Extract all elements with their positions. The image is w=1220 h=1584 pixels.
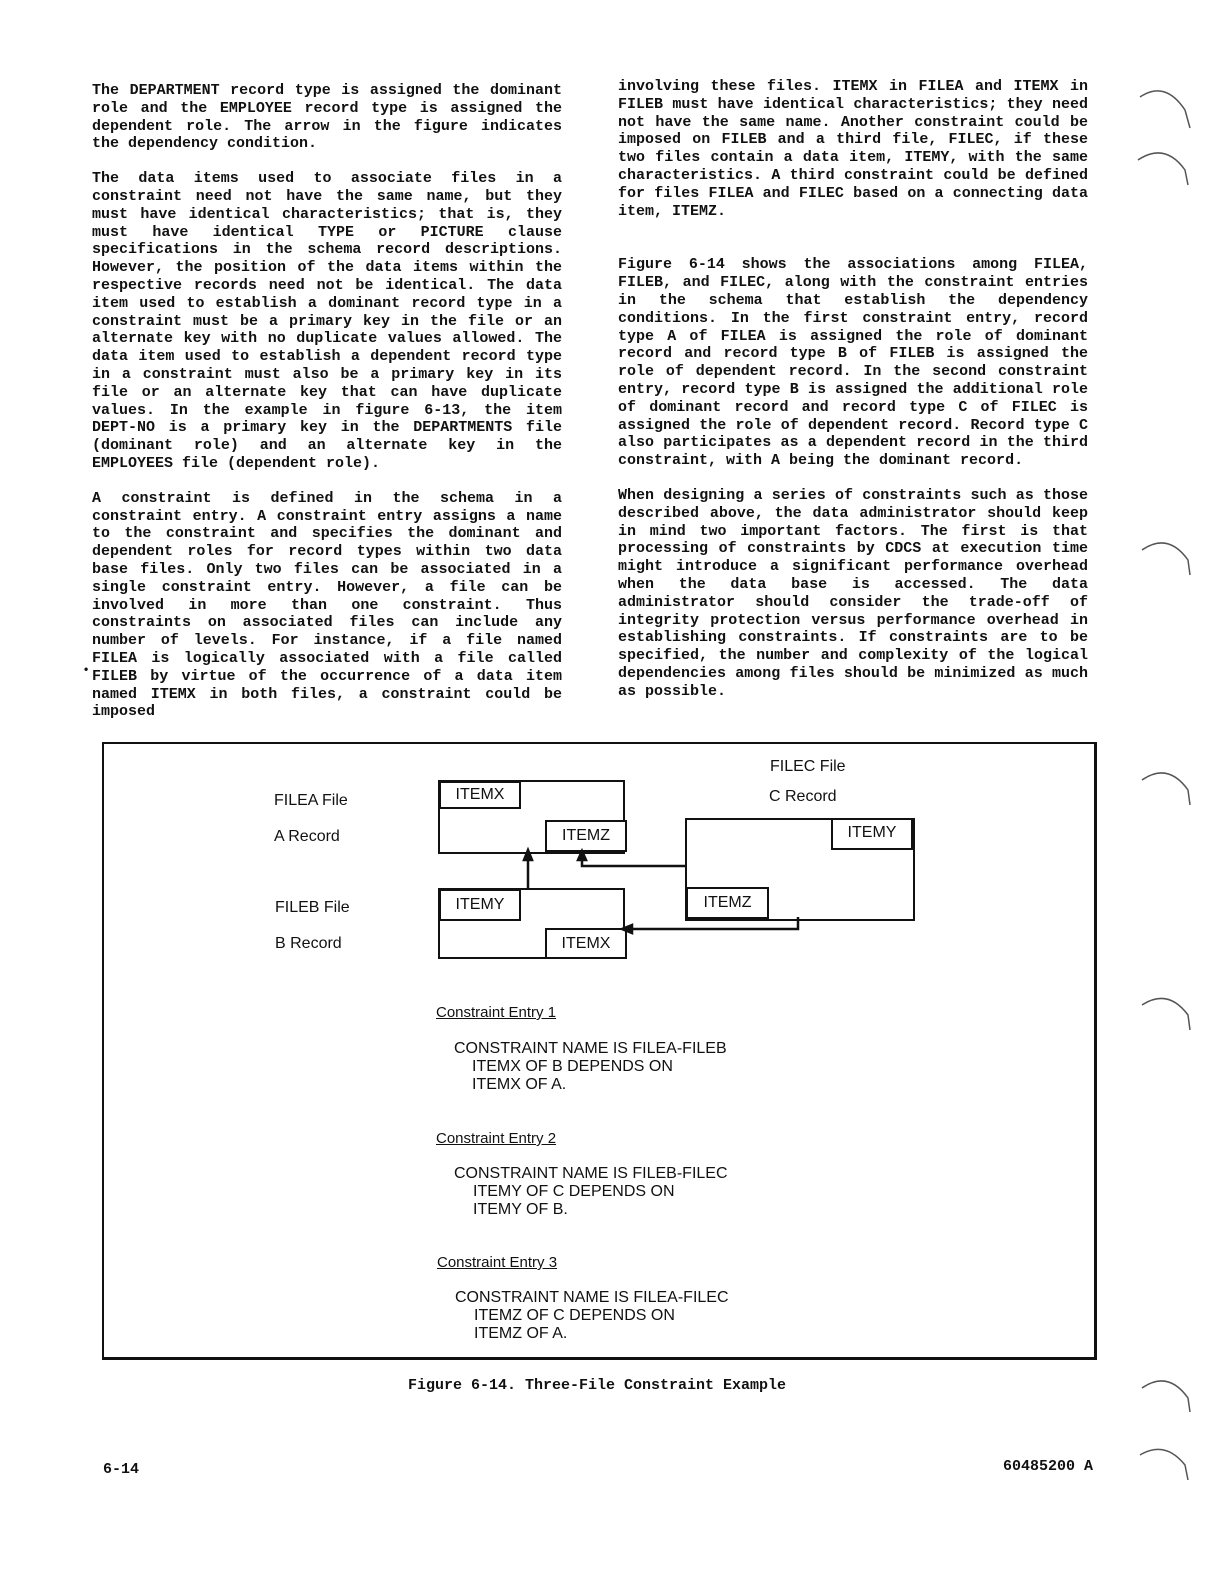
constraint-entry-2-title: Constraint Entry 2 [436,1130,557,1147]
arrow-b-to-c [623,917,798,929]
fileb-file-label: FILEB File [275,899,350,916]
constraint-entry-1-line-3: ITEMX OF A. [472,1076,567,1093]
paragraph-department-roles: The DEPARTMENT record type is assigned the dominant role and the EMPLOYEE record type is assigned the dependent role. The arrow in the figure indicates the dependency condition. [92,82,562,153]
fileb-record-label: B Record [275,935,342,952]
arrow-a-to-c-head [578,851,586,860]
paragraph-constraint-definition: A constraint is defined in the schema in a constraint entry. A constraint entry assigns a name to the constraint and specifies the dominant and dependent roles for record types within two data base files. Only two files can be associated in a single constraint entry. However, a file can be involved in more than one constraint. Thus constraints on associated files can include any number of levels. For instance, if a file named FILEA is logically associated with a file called FILEB by virtue of the occurrence of a data item named ITEMX in both files, a constraint could be imposed [92,489,562,721]
record-b-itemy: ITEMY [439,889,521,921]
record-c-itemz: ITEMZ [686,887,769,919]
filea-record-label: A Record [274,828,340,845]
margin-bullet: • [84,662,89,676]
document-code: 60485200 A [1003,1458,1094,1475]
constraint-entry-2-line-1: CONSTRAINT NAME IS FILEB-FILEC [454,1165,728,1182]
filea-file-label: FILEA File [274,792,348,809]
filec-file-label: FILEC File [770,758,846,775]
arrow-a-to-c [582,850,685,866]
record-a-itemz: ITEMZ [545,820,627,852]
constraint-entry-3-line-2: ITEMZ OF C DEPENDS ON [474,1307,675,1324]
arrow-b-to-c-head [622,925,632,933]
constraint-entry-3-line-3: ITEMZ OF A. [474,1325,568,1342]
constraint-entry-1-line-1: CONSTRAINT NAME IS FILEA-FILEB [454,1040,727,1057]
constraint-entry-1-line-2: ITEMX OF B DEPENDS ON [472,1058,673,1075]
constraint-entry-1-title: Constraint Entry 1 [436,1004,557,1021]
constraint-entry-3-line-1: CONSTRAINT NAME IS FILEA-FILEC [455,1289,729,1306]
arrow-a-to-b-head [524,850,532,860]
paragraph-data-items: The data items used to associate files in a constraint need not have the same name, but they must have identical characteristics; that is, they must have identical TYPE or PICTURE clause specifications in the schema record descriptions. However, the position of the data items within the respective records need not be identical. The data item used to establish a dominant record type in a constraint must be a primary key in the file or an alternate key with no duplicate values allowed. The data item used to establish a dependent record type in a constraint must also be a primary key in its file or an alternate key that can have duplicate values. In the example in figure 6-13, the item DEPT-NO is a primary key in the DEPARTMENTS file (dominant role) and an alternate key in the EMPLOYEES file (dependent role). [92,170,562,472]
record-b-itemx: ITEMX [545,928,627,959]
constraint-entry-2-line-2: ITEMY OF C DEPENDS ON [473,1183,675,1200]
paragraph-figure-description: Figure 6-14 shows the associations among FILEA, FILEB, and FILEC, along with the constraint entries in the schema that establish the dependency conditions. In the first constraint entry, record type A of FILEA is assigned the role of dominant record and record type B of FILEB is assigned the role of dependent record. In the second constraint entry, record type B is assigned the additional role of dominant record and record type C of FILEC is assigned the role of dependent record. Record type C also participates as a dependent record in the third constraint, with A being the dominant record. [618,256,1088,470]
record-a-itemx: ITEMX [439,781,521,809]
figure-caption: Figure 6-14. Three-File Constraint Example [408,1377,787,1394]
paragraph-involving-files: involving these files. ITEMX in FILEA and ITEMX in FILEB must have identical characteristics; they need not have the same name. Another constraint could be imposed on FILEB and a third file, FILEC, if these two files contain a data item, ITEMY, with the same characteristics. A third constraint could be defined for files FILEA and FILEC based on a connecting data item, ITEMZ. [618,78,1088,220]
record-c-itemy: ITEMY [831,818,913,850]
constraint-entry-2-line-3: ITEMY OF B. [473,1201,568,1218]
constraint-entry-3-title: Constraint Entry 3 [437,1254,558,1271]
filec-record-label: C Record [769,788,837,805]
paragraph-design-considerations: When designing a series of constraints such as those described above, the data administrator should keep in mind two important factors. The first is that processing of constraints by CDCS at execution time might introduce a significant performance overhead when the data base is accessed. The data administrator should consider the trade-off of integrity protection versus performance overhead in establishing constraints. If constraints are to be specified, the number and complexity of the logical dependencies among files should be minimized as much as possible. [618,486,1088,700]
page-number: 6-14 [103,1461,140,1478]
